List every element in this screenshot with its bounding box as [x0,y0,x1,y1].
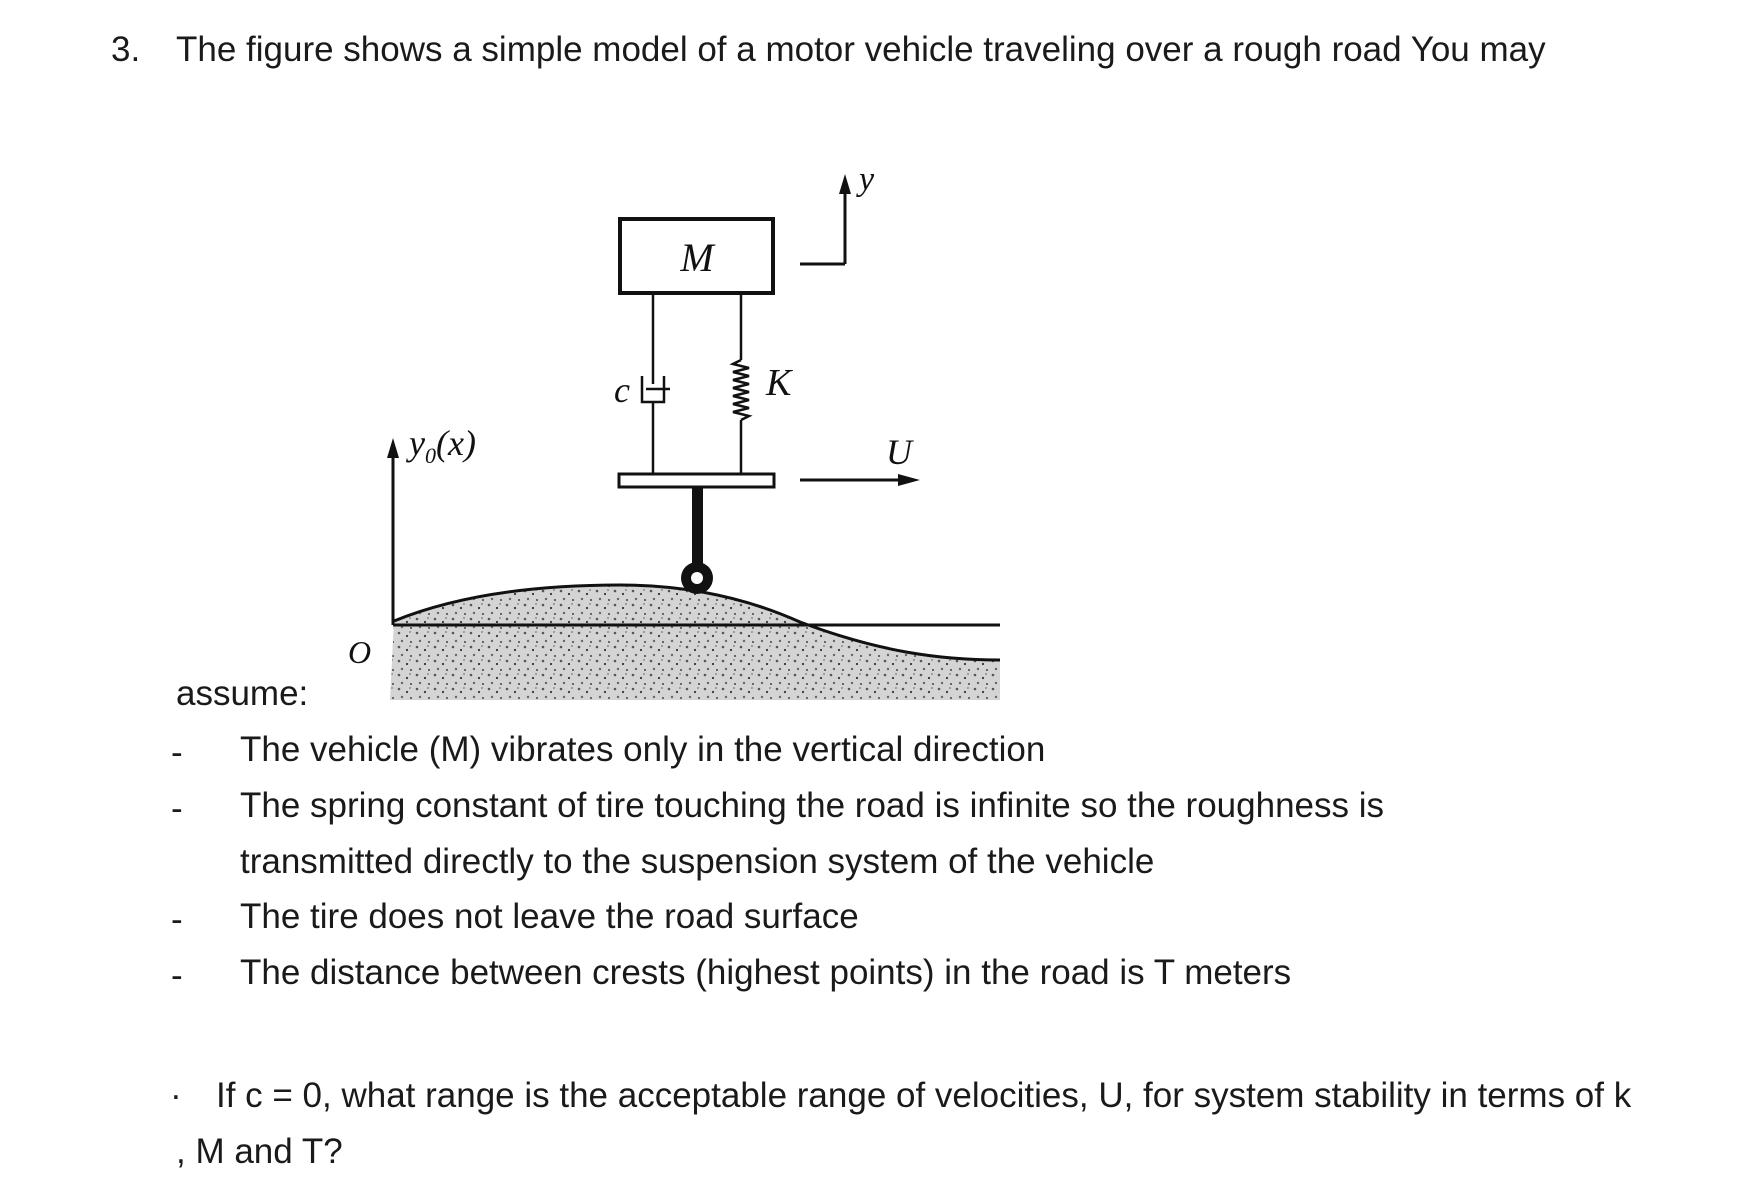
lower-plate [619,474,774,487]
sub-question-marker: . [171,1068,181,1107]
sub-question: If c = 0, what range is the acceptable range of velocities, U, for system stability in terms of k , M and T? [176,1076,1632,1171]
y-axis-arrow [839,174,851,194]
spring [733,360,749,420]
bullet-text: The spring constant of tire touching the road is infinite so the roughness is [240,786,1384,825]
origin-label: O [348,634,372,670]
damper-label: c [614,370,630,410]
bullet-text: The tire does not leave the road surface [240,897,859,936]
wheel-post [692,487,703,567]
y0-label: $y_0(x)$ [409,423,476,468]
spring-label: K [766,362,792,404]
assume-label: assume: [176,674,309,713]
bullet-dash: - [171,733,183,772]
bullet-text: The vehicle (M) vibrates only in the vertical direction [240,730,1046,769]
bullet-dash: - [171,789,183,828]
bullet-text: The distance between crests (highest points) in the road is T meters [240,953,1292,992]
mass-label: M [680,235,714,280]
question-number: 3. [111,30,141,69]
y0-axis-arrow [387,438,399,458]
road-surface [390,585,1000,700]
bullet-text-continuation: transmitted directly to the suspension system of the vehicle [240,842,1155,881]
velocity-label: U [886,432,912,472]
question-heading: The figure shows a simple model of a motor vehicle traveling over a rough road You may [176,30,1546,69]
y-label: y [859,161,875,198]
bullet-dash: - [171,956,183,995]
bullet-dash: - [171,900,183,939]
